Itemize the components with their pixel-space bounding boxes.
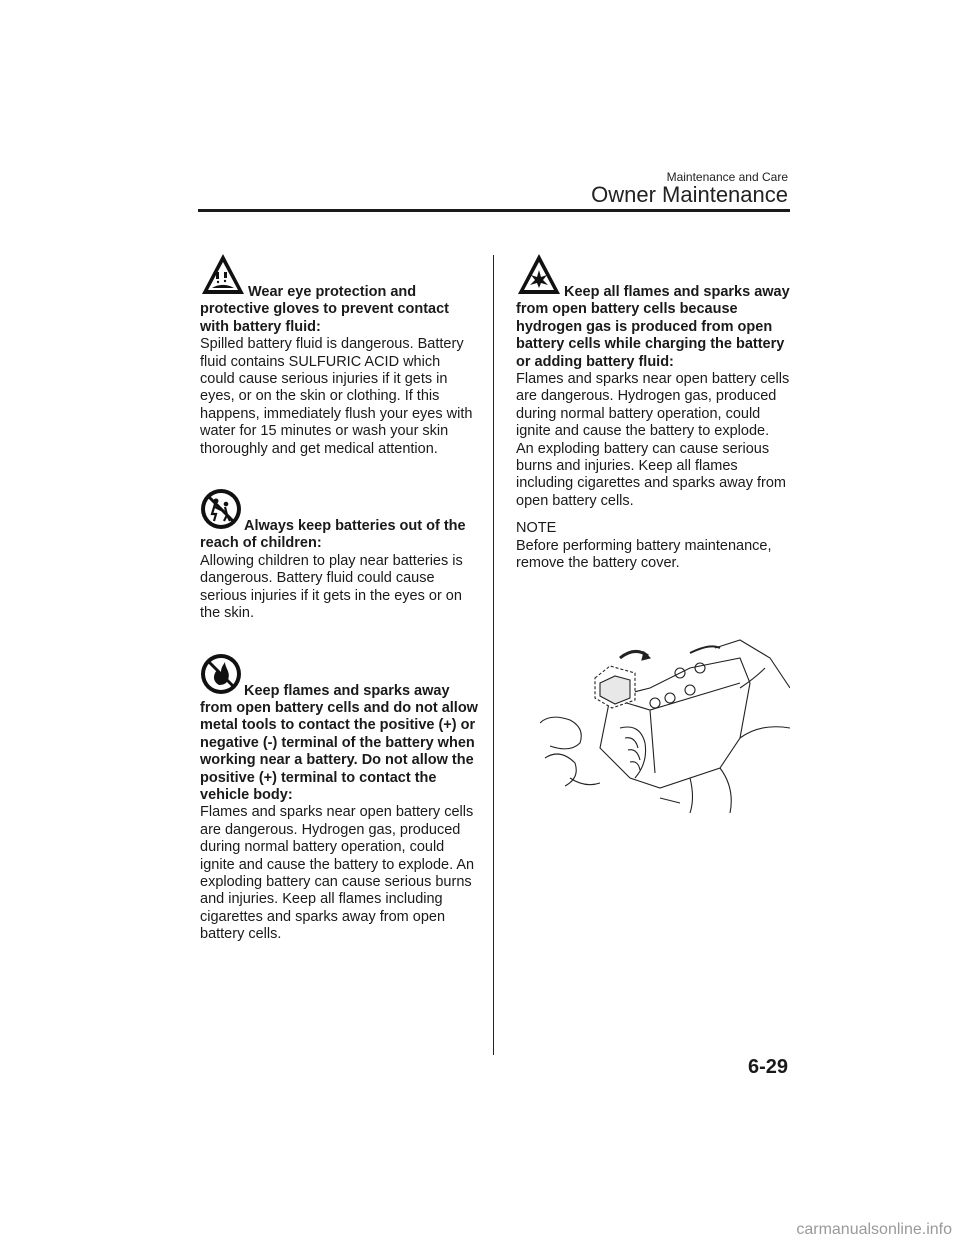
- page-number: 6-29: [747, 1056, 788, 1078]
- watermark: carmanualsonline.info: [796, 1221, 952, 1238]
- warning-heading: Always keep batteries out of the reach of children:: [200, 518, 466, 552]
- page-title: Owner Maintenance: [591, 182, 788, 207]
- section-label: Maintenance and Care: [666, 170, 788, 184]
- warning-heading: Keep flames and sparks away from open battery cells and do not allow metal tools to contact the positive (+) or negative (-) terminal of the battery when working near a battery. Do not allow the positive (+) terminal to contact the vehicle body:: [200, 682, 478, 803]
- warning-body: Spilled battery fluid is dangerous. Battery fluid contains SULFURIC ACID which could cause serious injuries if it gets in eyes, or on the skin or clothing. If this happens, immediately flush your eyes with water for 15 minutes or wash your skin thoroughly and get medical attention.: [200, 336, 473, 457]
- left-column: [200, 252, 478, 974]
- explosion-icon: [516, 252, 562, 301]
- warning-eye-protection: [200, 252, 478, 458]
- warning-body: Allowing children to play near batteries is dangerous. Battery fluid could cause serious injuries if it gets in the eyes or on the skin.: [200, 552, 463, 622]
- warning-heading: Wear eye protection and protective gloves to prevent contact with battery fluid:: [200, 284, 449, 335]
- note-text: Before performing battery maintenance, remove the battery cover.: [516, 537, 772, 572]
- right-column: [516, 252, 790, 573]
- corrosive-hand-icon: [200, 252, 246, 301]
- no-flames-icon: [200, 653, 242, 700]
- warning-body: Flames and sparks near open battery cells are dangerous. Hydrogen gas, produced during normal battery operation, could ignite and cause the battery to explode. An exploding battery can cause serious burns and injuries. Keep all flames including cigarettes and sparks away from open battery cells.: [200, 804, 475, 943]
- note-label: NOTE: [516, 520, 557, 537]
- battery-cover-removal-illustration: [540, 628, 790, 813]
- warning-hydrogen-gas: [516, 252, 790, 510]
- warning-body: Flames and sparks near open battery cells are dangerous. Hydrogen gas, produced during normal battery operation, could ignite and cause the battery to explode. An exploding battery can cause serious burns and injuries. Keep all flames including cigarettes and sparks away from open battery cells.: [516, 371, 790, 509]
- warning-heading: Keep all flames and sparks away from open battery cells because hydrogen gas is produced from open battery cells while charging the battery or adding battery fluid:: [516, 284, 790, 370]
- keep-away-children-icon: [200, 488, 242, 535]
- header-rule: [198, 209, 790, 212]
- column-divider: [493, 255, 494, 1055]
- warning-flames-terminals: [200, 653, 478, 944]
- warning-children: [200, 488, 478, 622]
